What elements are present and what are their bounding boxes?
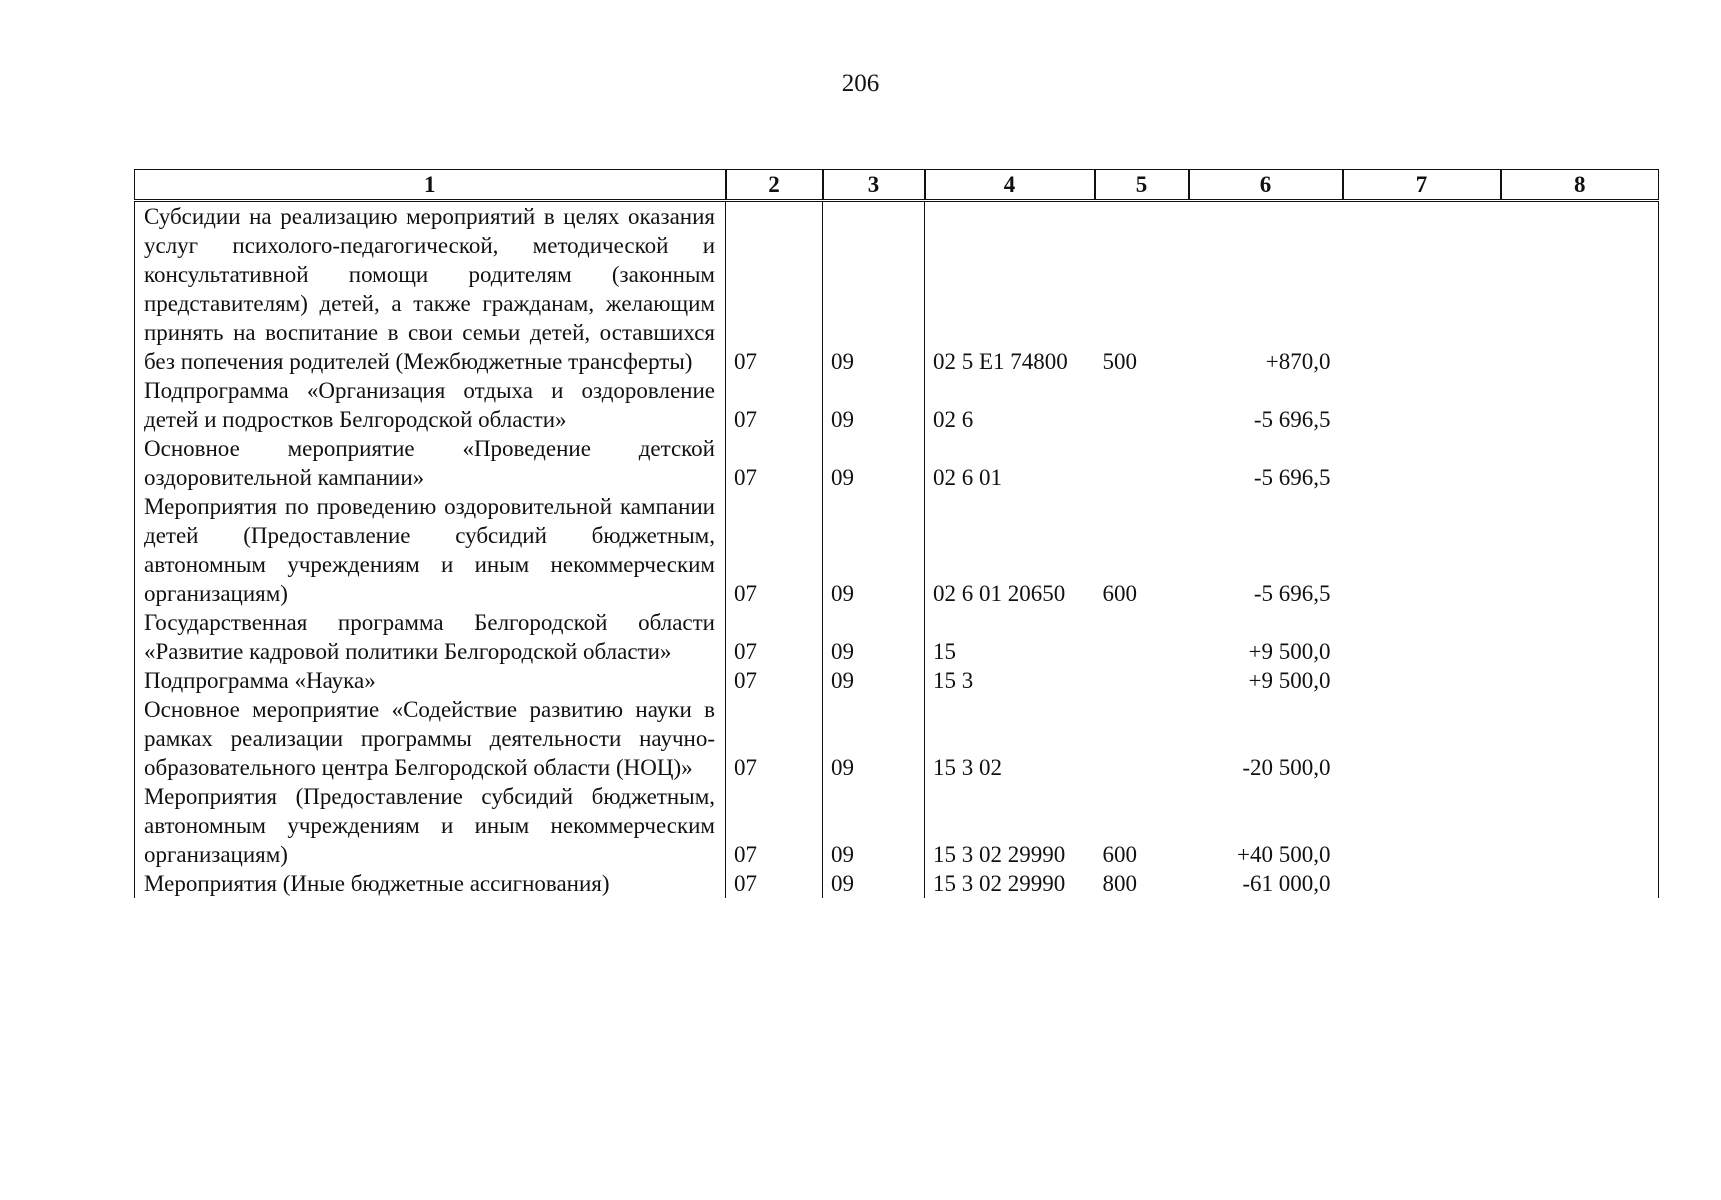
table-row (135, 376, 1659, 434)
row-section: 07 (726, 869, 823, 898)
row-subsection: 09 (823, 492, 925, 608)
row-expense-type: 600 (1102, 581, 1137, 606)
row-amount: -5 696,5 (1253, 407, 1331, 432)
table-header (135, 170, 1659, 201)
row-name: Подпрограмма «Организация отдыха и оздоровление детей и подростков Белгородской области» (135, 376, 726, 434)
row-subsection: 09 (823, 201, 925, 377)
column-header-5: 5 (1095, 170, 1189, 201)
row-col-7 (1343, 695, 1501, 782)
row-target-article: 15 3 02 29990 (933, 842, 1066, 867)
row-section: 07 (726, 695, 823, 782)
row-section: 07 (726, 666, 823, 695)
row-col-8 (1501, 695, 1659, 782)
row-expense-type (1095, 695, 1189, 782)
table-body (135, 201, 1659, 899)
table-row (135, 434, 1659, 492)
table-row (135, 201, 1659, 377)
row-subsection: 09 (823, 376, 925, 434)
row-col-7 (1343, 376, 1501, 434)
column-header-8: 8 (1501, 170, 1659, 201)
row-col-8 (1501, 869, 1659, 898)
row-section: 07 (726, 376, 823, 434)
row-section: 07 (726, 434, 823, 492)
row-subsection: 09 (823, 666, 925, 695)
row-subsection: 09 (823, 869, 925, 898)
column-header-1: 1 (135, 170, 726, 201)
row-amount: -61 000,0 (1242, 871, 1331, 896)
row-name: Подпрограмма «Наука» (135, 666, 726, 695)
row-amount: +9 500,0 (1248, 639, 1331, 664)
row-amount: +9 500,0 (1248, 668, 1331, 693)
column-header-2: 2 (726, 170, 823, 201)
row-expense-type (1095, 376, 1189, 434)
column-header-3: 3 (823, 170, 925, 201)
row-col-7 (1343, 201, 1501, 377)
row-expense-type: 500 (1102, 349, 1137, 374)
row-target-article: 15 3 02 (933, 755, 1002, 780)
row-col-8 (1501, 608, 1659, 666)
row-col-7 (1343, 492, 1501, 608)
row-section: 07 (726, 492, 823, 608)
row-amount: +40 500,0 (1237, 842, 1331, 867)
row-expense-type: 600 (1102, 842, 1137, 867)
table-row (135, 695, 1659, 782)
row-col-8 (1501, 201, 1659, 377)
table-row (135, 492, 1659, 608)
row-expense-type: 800 (1102, 871, 1137, 896)
column-header-7: 7 (1343, 170, 1501, 201)
column-header-6: 6 (1189, 170, 1343, 201)
row-amount: -20 500,0 (1242, 755, 1331, 780)
table-row (135, 608, 1659, 666)
row-target-article: 02 5 Е1 74800 (933, 349, 1068, 374)
row-col-7 (1343, 869, 1501, 898)
row-name: Основное мероприятие «Содействие развитию науки в рамках реализации программы деятельности научно-образовательного центра Белгородской области (НОЦ)» (135, 695, 726, 782)
row-amount: +870,0 (1265, 349, 1331, 374)
table-row (135, 782, 1659, 869)
row-expense-type (1095, 608, 1189, 666)
row-col-8 (1501, 492, 1659, 608)
column-header-4: 4 (925, 170, 1095, 201)
row-amount: -5 696,5 (1253, 581, 1331, 606)
row-name: Государственная программа Белгородской области «Развитие кадровой политики Белгородской области» (135, 608, 726, 666)
row-target-article: 02 6 01 (933, 465, 1002, 490)
row-subsection: 09 (823, 782, 925, 869)
row-name: Мероприятия (Иные бюджетные ассигнования) (135, 869, 726, 898)
row-target-article: 15 3 (933, 668, 974, 693)
row-name: Основное мероприятие «Проведение детской оздоровительной кампании» (135, 434, 726, 492)
row-section: 07 (726, 608, 823, 666)
table-row (135, 869, 1659, 898)
row-target-article: 15 (933, 639, 956, 664)
row-name: Субсидии на реализацию мероприятий в целях оказания услуг психолого-педагогической, методической и консультативной помощи родителям (законным представителям) детей, а также гражданам, желающим принять на воспитание в свои семьи детей, оставшихся без попечения родителей (Межбюджетные трансферты) (135, 201, 726, 377)
row-amount: -5 696,5 (1253, 465, 1331, 490)
row-col-7 (1343, 434, 1501, 492)
row-expense-type (1095, 666, 1189, 695)
row-target-article: 15 3 02 29990 (933, 871, 1066, 896)
budget-table (134, 169, 1659, 898)
row-col-8 (1501, 666, 1659, 695)
row-target-article: 02 6 (933, 407, 974, 432)
row-name: Мероприятия по проведению оздоровительной кампании детей (Предоставление субсидий бюджетным, автономным учреждениям и иным некоммерческим организациям) (135, 492, 726, 608)
row-subsection: 09 (823, 695, 925, 782)
row-col-7 (1343, 608, 1501, 666)
row-subsection: 09 (823, 608, 925, 666)
row-name: Мероприятия (Предоставление субсидий бюджетным, автономным учреждениям и иным некоммерческим организациям) (135, 782, 726, 869)
row-col-8 (1501, 376, 1659, 434)
row-col-8 (1501, 434, 1659, 492)
row-col-7 (1343, 782, 1501, 869)
row-expense-type (1095, 434, 1189, 492)
row-section: 07 (726, 201, 823, 377)
row-col-7 (1343, 666, 1501, 695)
row-col-8 (1501, 782, 1659, 869)
row-section: 07 (726, 782, 823, 869)
table-row (135, 666, 1659, 695)
row-target-article: 02 6 01 20650 (933, 581, 1066, 606)
row-subsection: 09 (823, 434, 925, 492)
page-number: 206 (841, 70, 880, 97)
